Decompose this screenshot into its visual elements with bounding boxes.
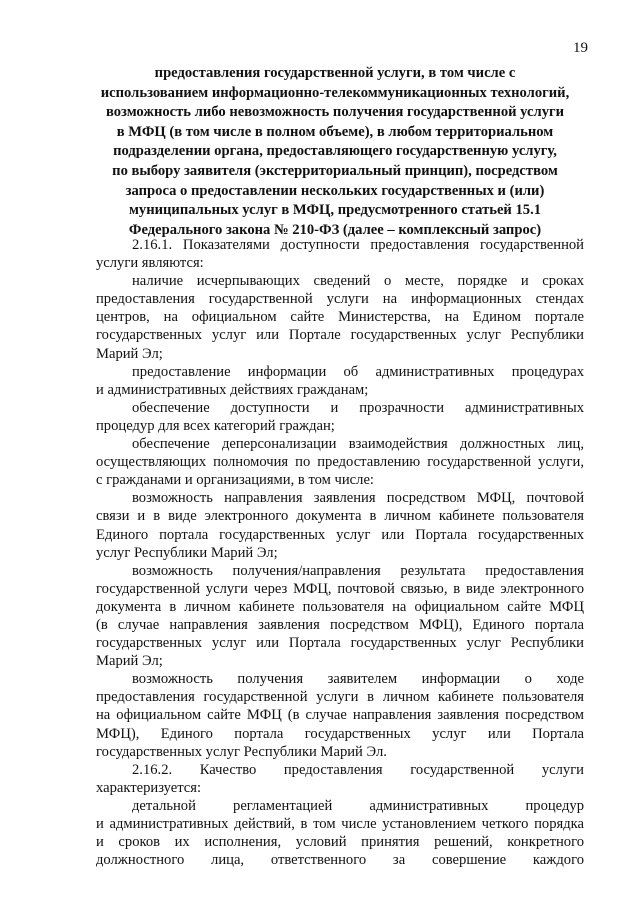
body-line: Марий Эл; bbox=[96, 653, 163, 670]
body-line: государственных услуг Республики Марий Эл. bbox=[96, 743, 387, 760]
body-line: связи и в виде электронного документа в личном кабинете пользователя bbox=[96, 508, 584, 525]
body-line: услуг Республики Марий Эл; bbox=[96, 544, 278, 561]
body-line: возможность получения заявителем информации о ходе bbox=[132, 671, 584, 688]
body-line: государственной услуги через МФЦ, почтовой связью, в виде электронного bbox=[96, 580, 584, 597]
heading-line: в МФЦ (в том числе в полном объеме), в любом территориальном bbox=[116, 123, 554, 140]
heading-line: муниципальных услуг в МФЦ, предусмотренного статьей 15.1 bbox=[128, 202, 542, 219]
body-line: процедур для всех категорий граждан; bbox=[96, 417, 335, 434]
heading-line: запроса о предоставлении нескольких государственных и (или) bbox=[125, 182, 545, 199]
body-line: услуги являются: bbox=[96, 255, 204, 272]
body-line: 2.16.1. Показателями доступности предоставления государственной bbox=[132, 237, 584, 253]
body-line: детальной регламентацией административных процедур bbox=[132, 797, 584, 814]
body-line: на официальном сайте МФЦ (в случае направления заявления посредством bbox=[96, 707, 584, 724]
body-line: 2.16.2. Качество предоставления государственной услуги bbox=[132, 761, 584, 778]
heading-line: подразделении органа, предоставляющего государственную услугу, bbox=[113, 143, 557, 160]
body-line: государственных услуг или Портала государственных услуг Республики bbox=[96, 635, 584, 652]
body-line: характеризуется: bbox=[96, 779, 202, 796]
body-line: предоставление информации об административных процедурах bbox=[132, 363, 584, 380]
section-heading bbox=[90, 64, 580, 240]
heading-line: использованием информационно-телекоммуникационных технологий, bbox=[100, 84, 570, 101]
body-line: возможность направления заявления посредством МФЦ, почтовой bbox=[132, 490, 584, 507]
body-line: возможность получения/направления результата предоставления bbox=[132, 562, 584, 579]
body-line: Марий Эл; bbox=[96, 345, 163, 362]
body-line: предоставления государственной услуги на информационных стендах bbox=[96, 291, 584, 308]
body-line: обеспечение деперсонализации взаимодействия должностных лиц, bbox=[132, 436, 584, 453]
body-line: центров, на официальном сайте Министерства, на Едином портале bbox=[96, 309, 584, 326]
body-line: осуществляющих полномочия по предоставлению государственной услуги, bbox=[96, 454, 584, 471]
body-line: обеспечение доступности и прозрачности административных bbox=[132, 399, 584, 416]
heading-line: возможность либо невозможность получения государственной услуги bbox=[105, 104, 565, 121]
body-line: документа в личном кабинете пользователя на официальном сайте МФЦ bbox=[96, 598, 584, 615]
body-line: (в случае направления заявления посредством МФЦ), Единого портала bbox=[96, 616, 584, 633]
heading-line: Федерального закона № 210-ФЗ (далее – комплексный запрос) bbox=[128, 221, 542, 238]
body-line: должностного лица, ответственного за совершение каждого bbox=[96, 852, 584, 869]
body-line: и административных действиях гражданам; bbox=[96, 381, 369, 398]
body-line: и административных действий, в том числе установлением четкого порядка bbox=[96, 816, 584, 832]
body-line: с гражданами и организациями, в том числе: bbox=[96, 472, 374, 489]
body-line: предоставления государственной услуги в личном кабинете пользователя bbox=[96, 689, 584, 706]
page-number: 19 bbox=[573, 40, 588, 56]
heading-line: по выбору заявителя (экстерриториальный принцип), посредством bbox=[112, 162, 558, 179]
heading-line: предоставления государственной услуги, в том числе с bbox=[154, 65, 516, 81]
body-line: наличие исчерпывающих сведений о месте, порядке и сроках bbox=[132, 273, 584, 290]
body-line: и сроков их исполнения, условий принятия решений, конкретного bbox=[96, 834, 584, 851]
body-line: МФЦ), Единого портала государственных услуг или Портала bbox=[96, 725, 584, 742]
body-line: Единого портала государственных услуг или Портала государственных bbox=[96, 526, 584, 543]
body-text bbox=[96, 236, 584, 869]
body-line: государственных услуг или Портале государственных услуг Республики bbox=[96, 327, 584, 344]
